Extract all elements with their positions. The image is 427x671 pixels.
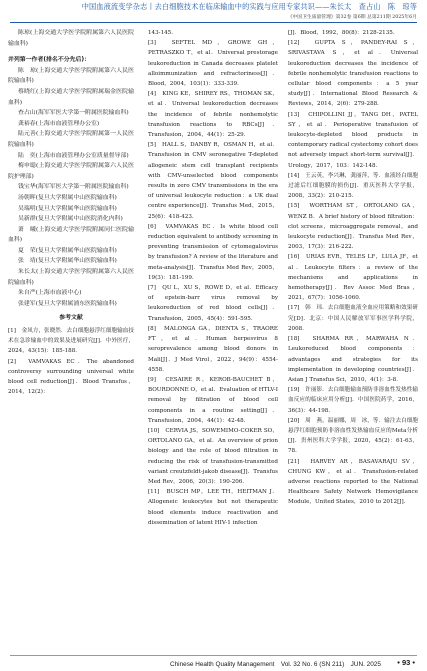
- reference-item: [17] 韩 玮．去白细胞血液全血应用策略和效果研究[D]．北京：中国人民解放军军事医学科学院，2008．: [288, 305, 418, 332]
- reference-item: [7] QU L，XU S，ROWE D，et al．Efficacy of epstein-barr virus removal by leukoreduction of red blood cells[J]．Transfusion，2005，45(4)：591-595．: [148, 285, 278, 322]
- reference-item: [11] BUSCH MP，LEE TH，HEITMAN J．Allogeneic leukocytes but not therapeutic blood elements induce reactivation and dissemination of latent HIV-1 infection: [148, 489, 278, 526]
- author-line: 陆 奕(上海市血液管理办公室质量督导部): [18, 152, 129, 159]
- header-rule: [10, 22, 417, 23]
- author-line: 夏 荣(复旦大学附属华山医院输血科): [18, 247, 117, 254]
- footer-journal: Chinese Health Quality Management Vol. 32 No. 6 (SN 211) JUN. 2025: [170, 661, 381, 668]
- page-footer: [0, 653, 427, 671]
- reference-item: [9] CESAIRE R，KEROB-BAUCHET B，BOURDONNE O，et al．Evaluation of HTLV-I removal by filtration of blood cell components in a routine setting[J]．Transfusion，2004，44(1)：42-48．: [148, 376, 278, 424]
- author-line: 蔡晓红(上海交通大学医学院附属瑞金医院输血科): [8, 88, 134, 106]
- reference-item: [2] VAMVAKAS EC．The abandoned controversy surrounding universal white blood cell reduction[J]．Blood Transfus，2014，12(2)：: [8, 358, 134, 396]
- reference-item: [13] CHIPOLLINI JJ，TANG DH，PATEL SY，et al．Perioperative transfusion of leukocyte-depleted blood products in contemporary radical cystectomy cohort does not adversely impact short-term survival[J]．Urology，2017，103：142-148．: [288, 111, 418, 169]
- author-line: 朱自严(上海市血液中心): [18, 290, 82, 297]
- author-line: 吴瑞明(复旦大学附属华山医院输血科): [18, 205, 117, 212]
- column-middle: [148, 28, 278, 528]
- references-heading: 参考文献: [59, 315, 83, 322]
- reference-item: [21] HARVEY AR，BASAVARAJU SV，CHUNG KW，et al．Transfusion-related adverse reactions reported to the National Healthcare Safety Network Hemovigilance Module，United States，2010 to 2012[J]．: [288, 458, 418, 506]
- author-line: 梅申聪(上海交通大学医学院附属第六人民医院护理部): [8, 163, 134, 180]
- reference-item: [14] 王云英，李兴琳，龚丽萍，等．血液经白细胞过滤后红细胞膜的损伤[J]．重庆医科大学学报，2008，33(2)：210-215．: [288, 172, 418, 200]
- running-title: 中国血液流变学杂志丨去白细胞技术在临床输血中的实践与应用专家共识——朱长太 查占山 陈 琼等: [81, 2, 417, 11]
- reference-item: [6] VAMVAKAS EC．Is white blood cell reduction equivalent to antibody screening in preventing transmission of cytomegalovirus by transfusion? A review of the literature and meta-analysis[J]．Transfus Med Rev，2005，19(3)：181-199．: [148, 223, 278, 281]
- author-line: 萧 曦(上海交通大学医学院附属同仁医院输血科): [8, 226, 134, 244]
- author-line: 张 靖(复旦大学附属华山医院输血科): [18, 258, 117, 265]
- author-line: 钱宝华(海军军医大学第一附属医院输血科): [18, 184, 129, 191]
- reference-item: [10] CERVIA JS，SOWEMIMO-COKER SO，ORTOLANO GA，et al．An overview of prion biology and the role of blood filtration in reducing the risk of transfusion-transmitted variant creutzfeldt-jakob disease[J]．Transfus Med Rev，2006，20(3)：190-206．: [148, 427, 278, 485]
- reference-item: [5] HALL S，DANBY R，OSMAN H，et al．Transfusion in CMV seronegative T-depleted allogeneic stem cell transplant recipients with CMV-unselected blood components results in zero CMV transmissions in the era of universal leukocyte reduction：a UK dual centre experience[J]．Transfus Med，2015，25(6)：418-423．: [148, 142, 278, 220]
- author-line: 朱长太(上海交通大学医学院附属第六人民医院输血科): [8, 269, 134, 286]
- reference-item: [20] 周 燕，温丽娜，周 冰，等．输注去白细胞悬浮红细胞预防非溶血性发热输血反应的Meta分析[J]．贵州医科大学学报，2020，45(2)：61-63，78．: [288, 417, 418, 455]
- column-right: [288, 28, 418, 508]
- author-line: 查占山(海军军医大学第一附属医院输血科): [18, 110, 129, 117]
- reference-item: [16] URIAS EVR，TELES LF，LULA JF，et al．Leukocyte filters：a review of the mechanisms and applications in hemotherapy[J]．Rev Assoc Med Bras，2021，67(7)：1056-1060．: [288, 254, 418, 302]
- column-left: [8, 28, 134, 397]
- reference-item: [J]．Blood，1992，80(8)：2128-2135．: [288, 30, 399, 36]
- reference-item: [1] 金凤方，张晓然．去白细胞悬浮红细胞输血技术在急诊输血中的效果及进展研究[J]．中外医疗，2024，43(15)：185-188．: [8, 328, 134, 355]
- reference-item: [4] KING KE，SHIREY RS，THOMAN SK，et al．Universal leukoreduction decreases the incidence of febrile nonhemolytic transfusion reactions to RBCs[J]．Transfusion，2004，44(1)：25-29．: [148, 91, 278, 139]
- author-line: 汤朝晖(复旦大学附属中山医院输血科): [18, 194, 117, 201]
- reference-item: [18] SHARMA RR，MARWAHA N．Leukoreduced blood components：advantages and strategies for its implementation in developing countries[J]．Asian J Transfus Sci，2010，4(1)：3-8．: [288, 336, 418, 383]
- author-line: 陈 琼(上海交通大学医学院附属第六人民医院输血科): [8, 67, 134, 85]
- contact-line: 陈琼(上海交通大学医学院附属第六人民医院输血科): [8, 30, 134, 47]
- author-line: 张建军(复旦大学附属浦东医院输血科): [18, 300, 117, 307]
- reference-item: [3] SEFTEL MD，GROWE GH，PETRASZKO T，et al．Universal prestorage leukoreduction in Canada decreases platelet alloimmunization and refractoriness[J]．Blood，2004，103(1)：333-339．: [148, 40, 278, 88]
- page-number: • 93 •: [397, 658, 415, 667]
- author-line: 陆元善(上海交通大学医学院附属第一人民医院输血科): [8, 131, 134, 148]
- journal-citation: 《中国卫生质量管理》第32卷 第6期 总第211期 2025年6月: [287, 15, 417, 20]
- reference-item: [8] MALONGA GA，DIENTA S，TRAORE FT，et al．Human herpesvirus 8 seroprevalence among blood donors in Mali[J]．J Med Virol，2022，94(9)：4554-4558．: [148, 325, 278, 373]
- author-line: 吴新群(复旦大学附属中山医院消化内科): [18, 216, 123, 223]
- reference-item: [19] 许丽影．去白细胞输血预防非溶血性发热性输血反应的临床应用分析[J]．中国医院药学，2016，36(3)：44-198．: [288, 387, 418, 414]
- co-first-authors-heading: 并列第一作者(排名不分先后)：: [8, 57, 90, 64]
- footer-rule: [10, 655, 417, 656]
- reference-item: [12] GUPTA S，PANDEY-RAI S，SRIVASTAVA S，et al．Universal leukoreduction decreases the incidence of febrile nonhemolytic transfusion reactions to cellular blood components：a 5 year study[J]．International Blood Research & Reviews，2014，2(6)：279-288．: [288, 40, 418, 108]
- page-header: [0, 0, 427, 24]
- author-line: 龚裕春(上海市血液管理办公室): [18, 120, 100, 127]
- reference-item: 143-145．: [148, 30, 177, 36]
- reference-item: [15] WORTHAM ST，ORTOLANO GA，WENZ B．A brief history of blood filtration：clot screens，microaggregate removal，and leukocyte reduction[J]．Transfus Med Rev，2003，17(3)：216-222．: [288, 203, 418, 251]
